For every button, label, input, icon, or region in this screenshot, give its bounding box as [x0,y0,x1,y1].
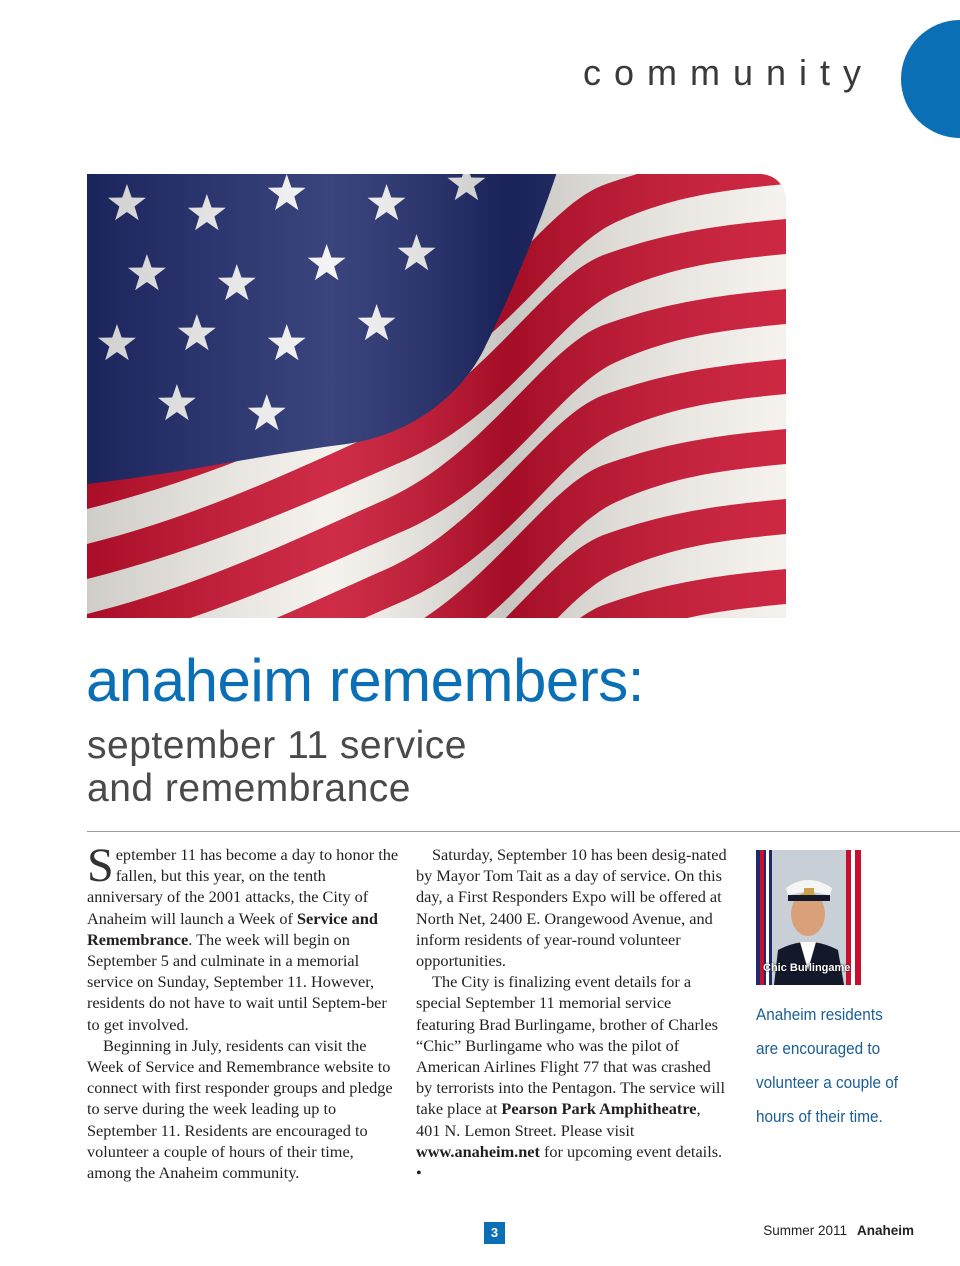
article-column-2 [416,844,728,1183]
drop-cap: S [87,839,114,892]
divider-rule [87,831,960,832]
subhead-line-1: september 11 service [87,724,467,767]
col1-p1-runs: eptember 11 has become a day to honor the fallen, but this year, on the tenth anniversary of the 2001 attacks, the City of Anaheim will launch a Week of Service and Remembrance. The week will begin on September 5 and culminate in a memorial service on Sunday, September 11. However, residents do not have to wait until Septem-ber to get involved. [87,845,399,1034]
page-number: 3 [484,1222,505,1244]
photo-caption: Chic Burlingame [763,962,851,974]
subhead [87,724,467,810]
article-column-1 [87,839,399,1183]
section-label: community [582,52,874,93]
pull-quote: Anaheim residents are encouraged to volunteer a couple of hours of their time. [756,1005,899,1126]
bold-text: www.anaheim.net [416,1141,540,1161]
headline: anaheim remembers: [86,647,644,714]
section-color-tab [901,20,960,138]
bold-text: Pearson Park Amphitheatre [501,1099,697,1119]
subhead-line-2: and remembrance [87,767,411,810]
hero-flag-image [87,174,786,618]
footer-season: Summer 2011 [763,1223,847,1238]
bold-text: Service and Remembrance [87,908,378,949]
footer-magazine: Anaheim [856,1223,914,1238]
footer [763,1223,914,1238]
col2-paragraph-1: Saturday, September 10 has been desig-nated by Mayor Tom Tait as a day of service. On this day, a First Responders Expo will be offered at North Net, 2400 E. Orangewood Avenue, and inform residents of year-round volunteer opportunities. [416,845,727,971]
col2-paragraph-2: The City is finalizing event details for a special September 11 memorial service featuring Brad Burlingame, brother of Charles “Chic” Burlingame who was the pilot of American Airlines Flight 77 that was crashed by terrorists into the Pentagon. The service will take place at Pearson Park Amphitheatre, 401 N. Lemon Street. Please visit www.anaheim.net for upcoming event details. • [416,972,725,1183]
col1-paragraph-1 [87,839,399,1035]
col1-paragraph-2: Beginning in July, residents can visit the Week of Service and Remembrance website to connect with first responder groups and pledge to serve during the week leading up to September 11. Residents are encouraged to volunteer a couple of hours of their time, among the Anaheim community. [87,1035,393,1183]
